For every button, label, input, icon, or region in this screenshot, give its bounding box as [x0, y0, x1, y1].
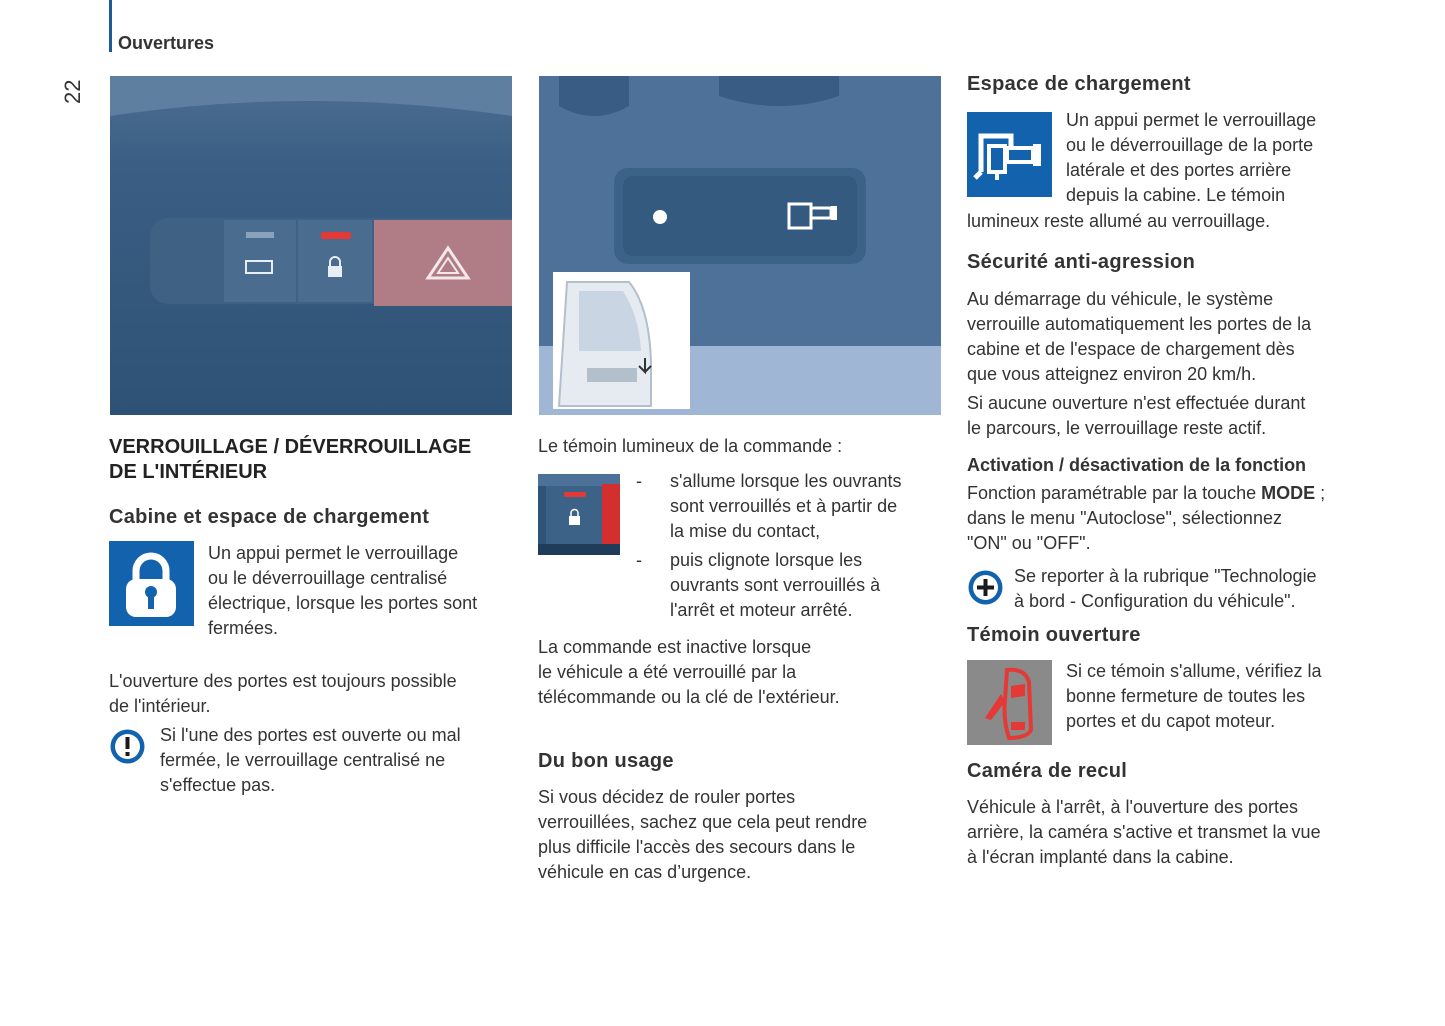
- security-text-2: Si aucune ouverture n'est effectuée durant le parcours, le verrouillage reste actif.: [967, 393, 1306, 438]
- cargo-switch-illustration: [539, 76, 941, 415]
- cargo-description-last: lumineux reste allumé au verrouillage.: [967, 211, 1271, 231]
- page-number: 22: [60, 79, 85, 104]
- header-accent-bar: [109, 0, 112, 52]
- indicator-lamp-thumbnail: [538, 474, 620, 555]
- camera-title: Caméra de recul: [967, 760, 1128, 782]
- lock-icon: [109, 541, 194, 626]
- dashboard-switch-illustration: [110, 76, 512, 415]
- cargo-title: Espace de chargement: [967, 73, 1191, 95]
- good-usage-title: Du bon usage: [538, 750, 674, 772]
- mode-key-label: MODE: [1261, 483, 1316, 503]
- good-usage-text: Si vous décidez de rouler portes verrouillées, sachez que cela peut rendre plus difficile l'accès des secours dans le véhicule en cas d’urgence.: [538, 787, 868, 882]
- lock-description: Un appui permet le verrouillage ou le déverrouillage centralisé électrique, lorsque les portes sont fermées.: [208, 543, 478, 638]
- reference-text: Se reporter à la rubrique "Technologie à bord - Configuration du véhicule".: [1014, 566, 1317, 611]
- main-title-line2: DE L'INTÉRIEUR: [109, 461, 268, 483]
- cargo-lock-icon: [967, 112, 1052, 197]
- indicator-intro: Le témoin lumineux de la commande :: [538, 436, 843, 456]
- bullet-item: - s'allume lorsque les ouvrants sont verrouillés et à partir de la mise du contact,: [636, 471, 902, 541]
- activation-title: Activation / désactivation de la fonction: [967, 455, 1307, 475]
- bullet-item: - puis clignote lorsque les ouvrants sont verrouillés à l'arrêt et moteur arrêté.: [636, 550, 881, 620]
- door-indicator-title: Témoin ouverture: [967, 624, 1141, 646]
- door-indicator-text: Si ce témoin s'allume, vérifiez la bonne fermeture de toutes les portes et du capot moteur.: [1066, 661, 1322, 731]
- door-open-icon: [967, 660, 1052, 745]
- interior-opening-paragraph: L'ouverture des portes est toujours possible de l'intérieur.: [109, 671, 457, 716]
- camera-text: Véhicule à l'arrêt, à l'ouverture des portes arrière, la caméra s'active et transmet la vue à l'écran implanté dans la cabine.: [967, 797, 1321, 867]
- cargo-description: Un appui permet le verrouillage ou le déverrouillage de la porte latérale et des portes arrière depuis la cabine. Le témoin: [1066, 110, 1317, 205]
- activation-text: Fonction paramétrable par la touche MODE ; dans le menu "Autoclose", sélectionnez "ON" ou "OFF".: [967, 483, 1326, 553]
- main-title: [109, 435, 471, 485]
- security-text: Au démarrage du véhicule, le système verrouille automatiquement les portes de la cabine et de l'espace de chargement dès que vous atteignez environ 20 km/h.: [967, 289, 1312, 384]
- security-title: Sécurité anti-agression: [967, 251, 1196, 273]
- warning-text: Si l'une des portes est ouverte ou mal fermée, le verrouillage centralisé ne s'effectue pas.: [160, 725, 461, 795]
- inactive-paragraph: La commande est inactive lorsque le véhicule a été verrouillé par la télécommande ou la clé de l'extérieur.: [538, 637, 840, 707]
- warning-icon: [109, 728, 146, 765]
- plus-reference-icon: [967, 569, 1004, 606]
- main-title-line1: VERROUILLAGE / DÉVERROUILLAGE: [109, 436, 472, 458]
- cabin-subtitle: Cabine et espace de chargement: [109, 506, 430, 528]
- section-title: Ouvertures: [118, 33, 215, 53]
